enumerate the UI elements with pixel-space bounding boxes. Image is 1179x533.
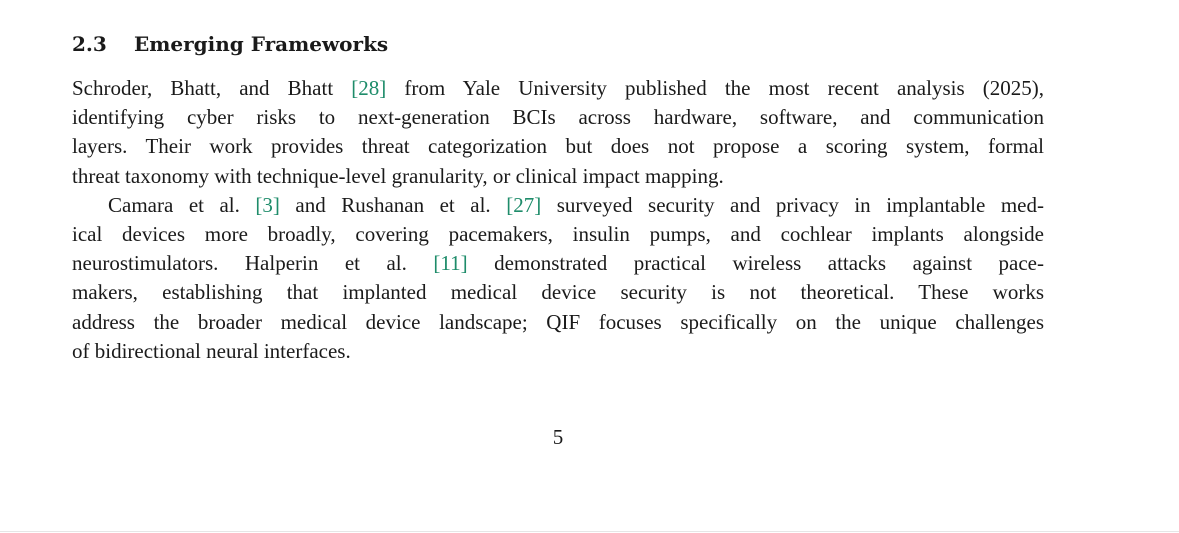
text-run: identifying cyber risks to next-generation BCIs across hardware, software, and communication [72, 105, 1044, 130]
text-line [72, 249, 1044, 278]
citation-link-11[interactable]: 11 [440, 251, 461, 276]
text-run: of bidirectional neural interfaces. [72, 338, 351, 363]
page-number: 5 [552, 425, 564, 449]
text-run: makers, establishing that implanted medical device security is not theoretical. These works [72, 280, 1044, 305]
text-run: ical devices more broadly, covering pacemakers, insulin pumps, and cochlear implants alongside [72, 222, 1044, 247]
text-line [72, 220, 1044, 249]
citation-bracket-close[interactable]: ] [534, 192, 542, 217]
text-run: neurostimulators. Halperin et al. [72, 251, 434, 276]
text-run: surveyed security and privacy in implantable med- [541, 192, 1044, 217]
citation-bracket-open[interactable]: [ [255, 192, 263, 217]
section-title: Emerging Frameworks [134, 32, 389, 56]
citation-link-3[interactable]: 3 [262, 192, 273, 217]
citation-bracket-open[interactable]: [ [433, 251, 441, 276]
text-run: from Yale University published the most recent analysis (2025), [386, 76, 1045, 100]
citation-bracket-close[interactable]: ] [272, 192, 280, 217]
text-run: address the broader medical device landscape; QIF focuses specifically on the unique challenges [72, 309, 1044, 334]
citation-bracket-open[interactable]: [ [351, 76, 359, 100]
citation-link-28[interactable]: 28 [358, 76, 380, 100]
page-bottom-divider [0, 531, 1179, 532]
text-line [72, 278, 1044, 307]
text-line [72, 132, 1044, 161]
section-number: 2.3 [72, 32, 107, 56]
text-run: Camara et al. [108, 192, 256, 217]
citation-bracket-close[interactable]: ] [379, 76, 387, 100]
text-line [72, 103, 1044, 132]
citation-bracket-open[interactable]: [ [506, 192, 514, 217]
text-line [72, 74, 1044, 103]
section-body [72, 74, 1044, 366]
citation-bracket-close[interactable]: ] [460, 251, 468, 276]
citation-link-27[interactable]: 27 [513, 192, 535, 217]
text-run: demonstrated practical wireless attacks against pace- [467, 251, 1044, 276]
section-heading [72, 30, 388, 58]
text-line [72, 191, 1044, 220]
text-line [72, 308, 1044, 337]
text-line [72, 337, 1044, 366]
text-run: threat taxonomy with technique-level granularity, or clinical impact mapping. [72, 163, 724, 188]
text-line [72, 162, 1044, 191]
text-run: layers. Their work provides threat categorization but does not propose a scoring system, formal [72, 134, 1044, 159]
text-run: Schroder, Bhatt, and Bhatt [72, 76, 352, 100]
text-run: and Rushanan et al. [279, 192, 507, 217]
